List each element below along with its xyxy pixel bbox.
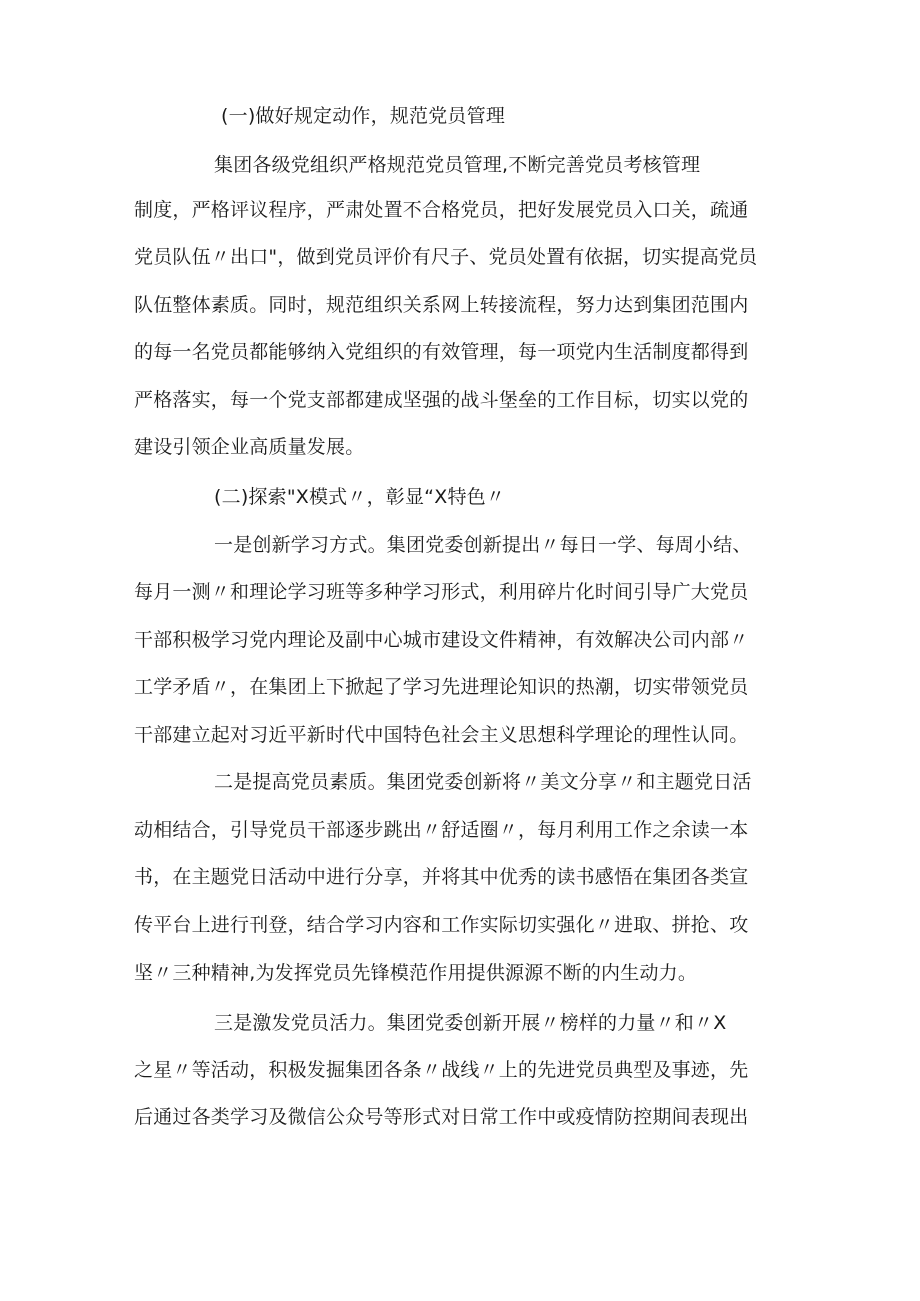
paragraph-line: 工学矛盾〃，在集团上下掀起了学习先进理论知识的热潮，切实带领党员 xyxy=(134,676,749,698)
section-heading-2: (二)探索"X模式〃，彰显“X特色〃 xyxy=(214,486,506,508)
section-heading-1: (一)做好规定动作，规范党员管理 xyxy=(221,105,506,127)
paragraph-line: 干部积极学习党内理论及副中心城市建设文件精神，有效解决公司内部〃 xyxy=(134,629,749,651)
paragraph-line: 建设引领企业高质量发展。 xyxy=(134,436,365,458)
paragraph-line: 一是创新学习方式。集团党委创新提出〃每日一学、每周小结、 xyxy=(214,534,752,556)
paragraph-line: 之星〃等活动，积极发掘集团各条〃战线〃上的先进党员典型及事迹，先 xyxy=(134,1059,749,1081)
paragraph-line: 干部建立起对习近平新时代中国特色社会主义思想科学理论的理性认同。 xyxy=(134,724,749,746)
paragraph-line: 传平台上进行刊登，结合学习内容和工作实际切实强化〃进取、拼抢、攻 xyxy=(134,914,749,936)
paragraph-line: 动相结合，引导党员干部逐步跳出〃舒适圈〃，每月利用工作之余读一本 xyxy=(134,819,749,841)
paragraph-line: 集团各级党组织严格规范党员管理,不断完善党员考核管理 xyxy=(214,154,701,176)
paragraph-line: 三是激发党员活力。集团党委创新开展〃榜样的力量〃和〃X xyxy=(214,1012,727,1034)
paragraph-line: 严格落实，每一个党支部都建成坚强的战斗堡垒的工作目标，切实以党的 xyxy=(134,389,749,411)
paragraph-line: 的每一名党员都能够纳入党组织的有效管理，每一项党内生活制度都得到 xyxy=(134,341,749,363)
paragraph-line: 后通过各类学习及微信公众号等形式对日常工作中或疫情防控期间表现出 xyxy=(134,1106,749,1128)
paragraph-line: 制度，严格评议程序，严肃处置不合格党员，把好发展党员入口关，疏通 xyxy=(134,199,749,221)
paragraph-line: 书，在主题党日活动中进行分享，并将其中优秀的读书感悟在集团各类宣 xyxy=(134,866,749,888)
paragraph-line: 二是提高党员素质。集团党委创新将〃美文分享〃和主题党日活 xyxy=(214,771,752,793)
paragraph-line: 队伍整体素质。同时，规范组织关系网上转接流程，努力达到集团范围内 xyxy=(134,294,749,316)
paragraph-line: 坚〃三种精神,为发挥党员先锋模范作用提供源源不断的内生动力。 xyxy=(134,962,698,984)
paragraph-line: 党员队伍〃出口"，做到党员评价有尺子、党员处置有依据，切实提高党员 xyxy=(134,246,758,268)
paragraph-line: 每月一测〃和理论学习班等多种学习形式，利用碎片化时间引导广大党员 xyxy=(134,581,749,603)
